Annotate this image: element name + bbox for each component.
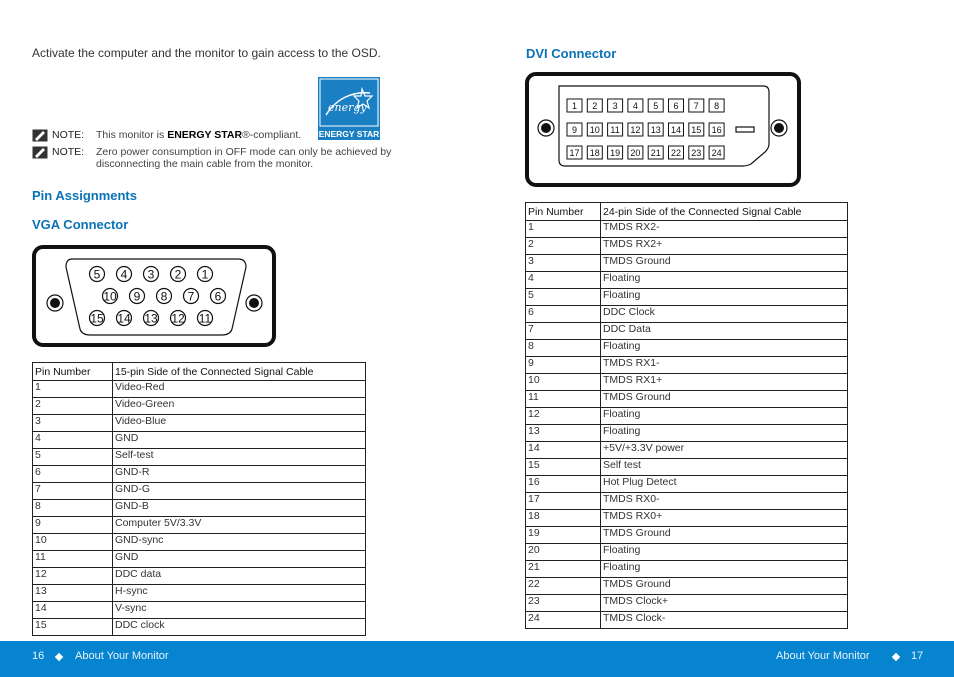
- energy-star-text: ENERGY STAR: [318, 129, 380, 139]
- vga-pin-label: 2: [174, 267, 182, 282]
- table-row: [526, 357, 848, 374]
- vga-pin-label: 15: [90, 311, 104, 326]
- pin-number-cell: 7: [33, 483, 113, 500]
- signal-cell: Hot Plug Detect: [601, 476, 848, 493]
- pin-number-cell: 2: [33, 398, 113, 415]
- table-row: [33, 398, 366, 415]
- table-row: [526, 408, 848, 425]
- signal-cell: Floating: [601, 272, 848, 289]
- note-energy-star: [32, 129, 436, 142]
- signal-cell: DDC clock: [113, 619, 366, 636]
- signal-cell: GND-R: [113, 466, 366, 483]
- dvi-pin-label: 24: [711, 148, 722, 158]
- pin-number-cell: 23: [526, 595, 601, 612]
- table-row: [526, 323, 848, 340]
- signal-cell: GND-B: [113, 500, 366, 517]
- pin-number-cell: 10: [33, 534, 113, 551]
- table-row: [526, 340, 848, 357]
- signal-cell: DDC Data: [601, 323, 848, 340]
- pin-number-cell: 17: [526, 493, 601, 510]
- pin-number-cell: 14: [33, 602, 113, 619]
- pin-number-cell: 6: [526, 306, 601, 323]
- table-row: [33, 483, 366, 500]
- vga-pin-label: 13: [144, 311, 158, 326]
- dvi-pin-label: 5: [653, 101, 659, 111]
- pin-number-cell: 1: [526, 221, 601, 238]
- pin-number-cell: 2: [526, 238, 601, 255]
- dvi-blade-pin: [736, 127, 754, 132]
- dvi-pin-label: 16: [711, 125, 722, 135]
- vga-pin-label: 10: [103, 289, 117, 304]
- pin-number-cell: 9: [526, 357, 601, 374]
- vga-pin-label: 8: [160, 289, 168, 304]
- signal-cell: Video-Red: [113, 381, 366, 398]
- pin-number-cell: 4: [526, 272, 601, 289]
- dvi-pin-label: 20: [630, 148, 641, 158]
- vga-pin-label: 4: [120, 267, 128, 282]
- table-row: [33, 500, 366, 517]
- header-signal: 24-pin Side of the Connected Signal Cable: [601, 203, 848, 221]
- dvi-pin-label: 18: [589, 148, 600, 158]
- signal-cell: TMDS RX1-: [601, 357, 848, 374]
- pin-number-cell: 21: [526, 561, 601, 578]
- dvi-pin-label: 13: [650, 125, 661, 135]
- signal-cell: TMDS RX2+: [601, 238, 848, 255]
- signal-cell: Floating: [601, 289, 848, 306]
- dvi-pin-label: 1: [571, 101, 578, 111]
- table-row: [33, 602, 366, 619]
- dvi-connector-heading: DVI Connector: [526, 46, 617, 61]
- dvi-pin-label: 9: [571, 125, 578, 135]
- signal-cell: DDC Clock: [601, 306, 848, 323]
- table-row: [33, 466, 366, 483]
- dvi-pin-label: 19: [610, 148, 621, 158]
- table-row: [526, 527, 848, 544]
- dvi-pin-label: 2: [592, 101, 598, 111]
- pin-number-cell: 22: [526, 578, 601, 595]
- signal-cell: H-sync: [113, 585, 366, 602]
- table-row: [526, 255, 848, 272]
- pin-number-cell: 11: [526, 391, 601, 408]
- table-row: [526, 612, 848, 629]
- diamond-icon: [55, 653, 63, 661]
- pin-number-cell: 3: [526, 255, 601, 272]
- left-section-title: About Your Monitor: [75, 650, 169, 662]
- pin-number-cell: 5: [526, 289, 601, 306]
- table-row: [33, 585, 366, 602]
- vga-pin-label: 9: [133, 289, 141, 304]
- pin-number-cell: 9: [33, 517, 113, 534]
- note-text: This monitor is ENERGY STAR®-compliant.: [96, 129, 302, 141]
- right-section-title: About Your Monitor: [776, 650, 870, 662]
- left-page-number: 16: [32, 650, 45, 662]
- signal-cell: Computer 5V/3.3V: [113, 517, 366, 534]
- signal-cell: TMDS Clock-: [601, 612, 848, 629]
- vga-pin-label: 11: [198, 311, 212, 326]
- table-row: [526, 493, 848, 510]
- signal-cell: Floating: [601, 340, 848, 357]
- signal-cell: TMDS RX0-: [601, 493, 848, 510]
- signal-cell: Video-Blue: [113, 415, 366, 432]
- pin-number-cell: 8: [526, 340, 601, 357]
- signal-cell: Floating: [601, 425, 848, 442]
- intro-text: Activate the computer and the monitor to gain access to the OSD.: [32, 46, 381, 60]
- vga-pin-label: 1: [201, 267, 209, 282]
- note-power: [32, 146, 436, 170]
- table-row: [526, 595, 848, 612]
- signal-cell: GND-G: [113, 483, 366, 500]
- table-row: [526, 510, 848, 527]
- signal-cell: Floating: [601, 544, 848, 561]
- pin-number-cell: 6: [33, 466, 113, 483]
- pin-number-cell: 15: [526, 459, 601, 476]
- energy-script-text: energy: [328, 101, 367, 114]
- pin-number-cell: 15: [33, 619, 113, 636]
- pin-number-cell: 8: [33, 500, 113, 517]
- table-row: [33, 381, 366, 398]
- pin-number-cell: 20: [526, 544, 601, 561]
- table-row: [33, 534, 366, 551]
- table-row: [33, 449, 366, 466]
- signal-cell: DDC data: [113, 568, 366, 585]
- table-row: [526, 544, 848, 561]
- vga-pin-label: 5: [93, 267, 101, 282]
- table-row: [33, 551, 366, 568]
- table-row: [33, 568, 366, 585]
- dvi-pin-label: 22: [670, 148, 682, 158]
- pin-number-cell: 3: [33, 415, 113, 432]
- signal-cell: +5V/+3.3V power: [601, 442, 848, 459]
- table-header-row: [526, 203, 848, 221]
- right-page-number: 17: [911, 650, 924, 662]
- signal-cell: GND: [113, 551, 366, 568]
- pin-number-cell: 14: [526, 442, 601, 459]
- table-row: [33, 415, 366, 432]
- table-row: [526, 272, 848, 289]
- pin-number-cell: 7: [526, 323, 601, 340]
- table-row: [526, 289, 848, 306]
- signal-cell: Self test: [601, 459, 848, 476]
- pin-number-cell: 12: [526, 408, 601, 425]
- signal-cell: Self-test: [113, 449, 366, 466]
- table-row: [526, 425, 848, 442]
- vga-pin-label: 7: [187, 289, 195, 304]
- energy-star-bold: ENERGY STAR: [167, 129, 243, 141]
- pin-number-cell: 5: [33, 449, 113, 466]
- pin-number-cell: 13: [526, 425, 601, 442]
- signal-cell: TMDS Ground: [601, 391, 848, 408]
- note-label: NOTE:: [52, 146, 85, 158]
- dvi-pin-label: 8: [714, 101, 720, 111]
- pin-number-cell: 1: [33, 381, 113, 398]
- pin-number-cell: 13: [33, 585, 113, 602]
- dvi-pin-label: 4: [632, 101, 638, 111]
- page-footer: [0, 641, 954, 677]
- dvi-pin-label: 21: [650, 148, 661, 158]
- table-row: [33, 619, 366, 636]
- table-row: [526, 238, 848, 255]
- table-row: [526, 306, 848, 323]
- diamond-icon: [892, 653, 900, 661]
- header-pin-number: Pin Number: [526, 203, 601, 221]
- dvi-pin-table: [525, 202, 848, 629]
- header-signal: 15-pin Side of the Connected Signal Cable: [113, 363, 366, 381]
- note-label: NOTE:: [52, 129, 85, 141]
- dvi-pin-label: 6: [673, 101, 679, 111]
- table-row: [526, 476, 848, 493]
- pin-number-cell: 18: [526, 510, 601, 527]
- signal-cell: GND: [113, 432, 366, 449]
- table-row: [526, 442, 848, 459]
- vga-connector-heading: VGA Connector: [32, 217, 129, 232]
- pin-assignments-heading: Pin Assignments: [32, 188, 137, 203]
- table-row: [526, 561, 848, 578]
- pin-number-cell: 24: [526, 612, 601, 629]
- table-row: [33, 432, 366, 449]
- dvi-pin-label: 10: [589, 125, 600, 135]
- dvi-pin-label: 15: [691, 125, 702, 135]
- dvi-pin-label: 12: [630, 125, 641, 135]
- dvi-pin-label: 3: [612, 101, 618, 111]
- signal-cell: TMDS Ground: [601, 527, 848, 544]
- pin-number-cell: 19: [526, 527, 601, 544]
- pin-number-cell: 10: [526, 374, 601, 391]
- dvi-pin-label: 14: [670, 125, 682, 135]
- note-pencil-icon: [32, 146, 48, 159]
- note-text: Zero power consumption in OFF mode can only be achieved by disconnecting the main cable from the monitor.: [96, 146, 392, 170]
- dvi-connector-diagram: [525, 72, 801, 193]
- table-row: [526, 578, 848, 595]
- note-pencil-icon: [32, 129, 48, 142]
- vga-pin-label: 14: [117, 311, 131, 326]
- dvi-pin-label: 17: [569, 148, 580, 158]
- vga-pin-label: 3: [147, 267, 155, 282]
- header-pin-number: Pin Number: [33, 363, 113, 381]
- table-row: [33, 517, 366, 534]
- vga-pin-label: 6: [214, 289, 222, 304]
- signal-cell: Floating: [601, 561, 848, 578]
- signal-cell: TMDS RX2-: [601, 221, 848, 238]
- vga-pin-table: [32, 362, 366, 636]
- pin-number-cell: 12: [33, 568, 113, 585]
- pin-number-cell: 4: [33, 432, 113, 449]
- signal-cell: TMDS RX0+: [601, 510, 848, 527]
- signal-cell: GND-sync: [113, 534, 366, 551]
- table-row: [526, 391, 848, 408]
- table-row: [526, 459, 848, 476]
- vga-connector-diagram: [32, 245, 276, 352]
- signal-cell: TMDS Ground: [601, 255, 848, 272]
- signal-cell: Video-Green: [113, 398, 366, 415]
- signal-cell: Floating: [601, 408, 848, 425]
- pin-number-cell: 16: [526, 476, 601, 493]
- table-header-row: [33, 363, 366, 381]
- table-row: [526, 221, 848, 238]
- signal-cell: TMDS RX1+: [601, 374, 848, 391]
- table-row: [526, 374, 848, 391]
- signal-cell: TMDS Clock+: [601, 595, 848, 612]
- pin-number-cell: 11: [33, 551, 113, 568]
- dvi-pin-label: 23: [691, 148, 702, 158]
- signal-cell: TMDS Ground: [601, 578, 848, 595]
- dvi-pin-label: 11: [610, 125, 620, 135]
- vga-pin-label: 12: [171, 311, 185, 326]
- signal-cell: V-sync: [113, 602, 366, 619]
- dvi-pin-label: 7: [693, 101, 699, 111]
